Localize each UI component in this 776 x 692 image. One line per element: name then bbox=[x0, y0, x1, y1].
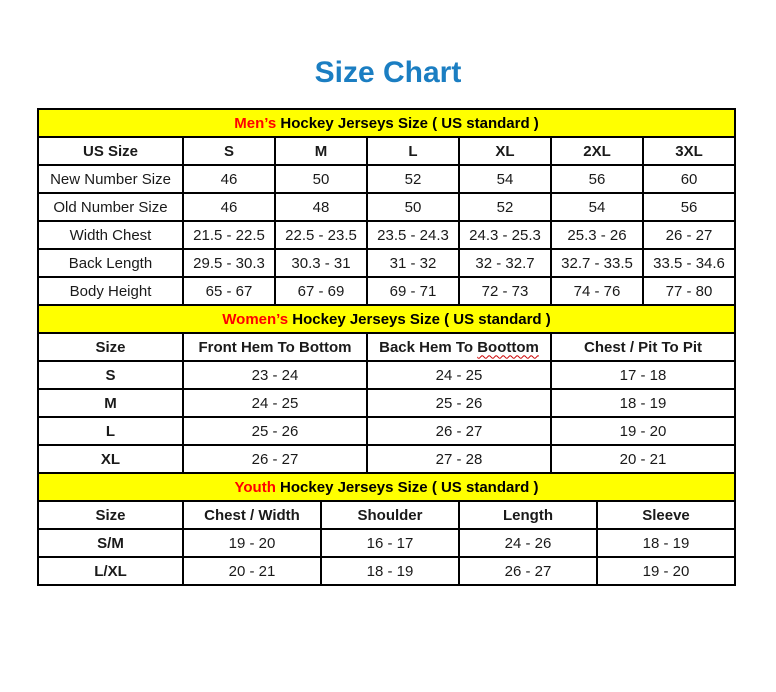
column-header-2xl: 2XL bbox=[551, 137, 643, 165]
back-hem-misspelled-word: Boottom bbox=[477, 338, 539, 356]
row-label: L/XL bbox=[38, 557, 183, 585]
column-header-us-size: US Size bbox=[38, 137, 183, 165]
size-value-cell: 30.3 - 31 bbox=[275, 249, 367, 277]
table-row bbox=[38, 277, 735, 305]
size-value-cell: 26 - 27 bbox=[183, 445, 367, 473]
column-header-length: Length bbox=[459, 501, 597, 529]
size-value-cell: 23 - 24 bbox=[183, 361, 367, 389]
size-value-cell: 33.5 - 34.6 bbox=[643, 249, 735, 277]
size-value-cell: 16 - 17 bbox=[321, 529, 459, 557]
youth-header-row bbox=[38, 501, 735, 529]
size-value-cell: 20 - 21 bbox=[551, 445, 735, 473]
size-value-cell: 17 - 18 bbox=[551, 361, 735, 389]
size-value-cell: 74 - 76 bbox=[551, 277, 643, 305]
column-header-sleeve: Sleeve bbox=[597, 501, 735, 529]
row-label: Back Length bbox=[38, 249, 183, 277]
size-value-cell: 23.5 - 24.3 bbox=[367, 221, 459, 249]
row-label: New Number Size bbox=[38, 165, 183, 193]
table-row bbox=[38, 361, 735, 389]
size-value-cell: 56 bbox=[551, 165, 643, 193]
youth-size-table bbox=[37, 472, 736, 586]
youth-title-rest: Hockey Jerseys Size ( US standard ) bbox=[275, 478, 539, 496]
size-value-cell: 25 - 26 bbox=[367, 389, 551, 417]
size-value-cell: 67 - 69 bbox=[275, 277, 367, 305]
size-value-cell: 26 - 27 bbox=[367, 417, 551, 445]
column-header-xl: XL bbox=[459, 137, 551, 165]
table-row bbox=[38, 249, 735, 277]
column-header-shoulder: Shoulder bbox=[321, 501, 459, 529]
column-header-front-hem: Front Hem To Bottom bbox=[183, 333, 367, 361]
column-header-size: Size bbox=[38, 501, 183, 529]
size-value-cell: 22.5 - 23.5 bbox=[275, 221, 367, 249]
size-value-cell: 48 bbox=[275, 193, 367, 221]
size-value-cell: 46 bbox=[183, 165, 275, 193]
size-value-cell: 46 bbox=[183, 193, 275, 221]
womens-size-table bbox=[37, 304, 736, 474]
womens-section-title bbox=[38, 305, 735, 333]
size-value-cell: 77 - 80 bbox=[643, 277, 735, 305]
womens-title-rest: Hockey Jerseys Size ( US standard ) bbox=[288, 310, 551, 328]
size-value-cell: 72 - 73 bbox=[459, 277, 551, 305]
size-value-cell: 32 - 32.7 bbox=[459, 249, 551, 277]
column-header-3xl: 3XL bbox=[643, 137, 735, 165]
womens-header-row bbox=[38, 333, 735, 361]
size-value-cell: 54 bbox=[459, 165, 551, 193]
table-row bbox=[38, 221, 735, 249]
size-value-cell: 69 - 71 bbox=[367, 277, 459, 305]
row-label: Body Height bbox=[38, 277, 183, 305]
column-header-s: S bbox=[183, 137, 275, 165]
womens-section-title-row bbox=[38, 305, 735, 333]
size-value-cell: 19 - 20 bbox=[183, 529, 321, 557]
table-row bbox=[38, 529, 735, 557]
column-header-m: M bbox=[275, 137, 367, 165]
size-value-cell: 26 - 27 bbox=[459, 557, 597, 585]
size-value-cell: 32.7 - 33.5 bbox=[551, 249, 643, 277]
table-row bbox=[38, 193, 735, 221]
size-value-cell: 18 - 19 bbox=[597, 529, 735, 557]
table-row bbox=[38, 165, 735, 193]
size-value-cell: 29.5 - 30.3 bbox=[183, 249, 275, 277]
size-value-cell: 31 - 32 bbox=[367, 249, 459, 277]
column-header-back-hem bbox=[367, 333, 551, 361]
size-chart-tables bbox=[37, 108, 734, 586]
back-hem-prefix: Back Hem To bbox=[379, 338, 478, 356]
size-value-cell: 24 - 25 bbox=[183, 389, 367, 417]
mens-title-accent: Men’s bbox=[234, 114, 277, 132]
row-label: S/M bbox=[38, 529, 183, 557]
size-value-cell: 27 - 28 bbox=[367, 445, 551, 473]
row-label: L bbox=[38, 417, 183, 445]
table-row bbox=[38, 389, 735, 417]
size-value-cell: 65 - 67 bbox=[183, 277, 275, 305]
row-label: XL bbox=[38, 445, 183, 473]
size-value-cell: 19 - 20 bbox=[597, 557, 735, 585]
size-value-cell: 25 - 26 bbox=[183, 417, 367, 445]
size-value-cell: 52 bbox=[367, 165, 459, 193]
size-value-cell: 19 - 20 bbox=[551, 417, 735, 445]
mens-header-row bbox=[38, 137, 735, 165]
size-value-cell: 24.3 - 25.3 bbox=[459, 221, 551, 249]
size-value-cell: 18 - 19 bbox=[551, 389, 735, 417]
size-value-cell: 25.3 - 26 bbox=[551, 221, 643, 249]
column-header-chest-pit: Chest / Pit To Pit bbox=[551, 333, 735, 361]
row-label: S bbox=[38, 361, 183, 389]
size-value-cell: 50 bbox=[275, 165, 367, 193]
youth-title-accent: Youth bbox=[234, 478, 276, 496]
size-value-cell: 20 - 21 bbox=[183, 557, 321, 585]
mens-title-rest: Hockey Jerseys Size ( US standard ) bbox=[276, 114, 539, 132]
mens-size-table bbox=[37, 108, 736, 306]
table-row bbox=[38, 417, 735, 445]
womens-title-accent: Women’s bbox=[222, 310, 289, 328]
table-row bbox=[38, 445, 735, 473]
mens-section-title-row bbox=[38, 109, 735, 137]
row-label: M bbox=[38, 389, 183, 417]
size-value-cell: 26 - 27 bbox=[643, 221, 735, 249]
column-header-size: Size bbox=[38, 333, 183, 361]
row-label: Old Number Size bbox=[38, 193, 183, 221]
size-value-cell: 24 - 25 bbox=[367, 361, 551, 389]
youth-section-title bbox=[38, 473, 735, 501]
size-value-cell: 52 bbox=[459, 193, 551, 221]
size-value-cell: 18 - 19 bbox=[321, 557, 459, 585]
table-row bbox=[38, 557, 735, 585]
size-value-cell: 54 bbox=[551, 193, 643, 221]
mens-section-title bbox=[38, 109, 735, 137]
row-label: Width Chest bbox=[38, 221, 183, 249]
size-value-cell: 50 bbox=[367, 193, 459, 221]
size-value-cell: 24 - 26 bbox=[459, 529, 597, 557]
page-title: Size Chart bbox=[314, 56, 462, 89]
youth-section-title-row bbox=[38, 473, 735, 501]
size-value-cell: 21.5 - 22.5 bbox=[183, 221, 275, 249]
size-value-cell: 60 bbox=[643, 165, 735, 193]
column-header-l: L bbox=[367, 137, 459, 165]
size-value-cell: 56 bbox=[643, 193, 735, 221]
column-header-chest-width: Chest / Width bbox=[183, 501, 321, 529]
